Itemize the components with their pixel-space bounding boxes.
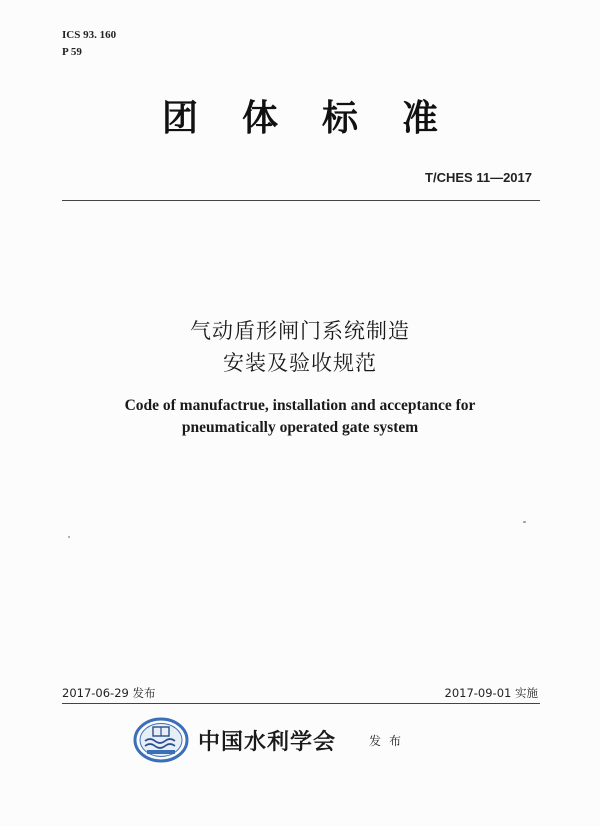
ccs-code: P 59 — [62, 46, 82, 58]
ics-code: ICS 93. 160 — [62, 29, 117, 41]
implementation-date: 2017-09-01 实施 — [444, 686, 538, 700]
bottom-divider — [62, 703, 540, 704]
publisher-name: 中国水利学会 — [198, 730, 337, 755]
paper-speck — [68, 536, 70, 538]
paper-speck — [523, 521, 526, 523]
chinese-title-line-1: 气动盾形闸门系统制造 — [190, 319, 410, 343]
document-type-title: 团体标准 — [161, 98, 482, 139]
society-emblem-icon — [133, 717, 189, 763]
issue-date: 2017-06-29 发布 — [62, 686, 156, 700]
top-divider — [62, 200, 540, 201]
english-title-line-2: pneumatically operated gate system — [181, 419, 419, 436]
standard-number: T/CHES 11—2017 — [425, 170, 532, 185]
chinese-title-line-2: 安装及验收规范 — [223, 351, 377, 375]
publish-label: 发布 — [369, 734, 410, 748]
english-title-line-1: Code of manufactrue, installation and acceptance for — [124, 397, 476, 414]
